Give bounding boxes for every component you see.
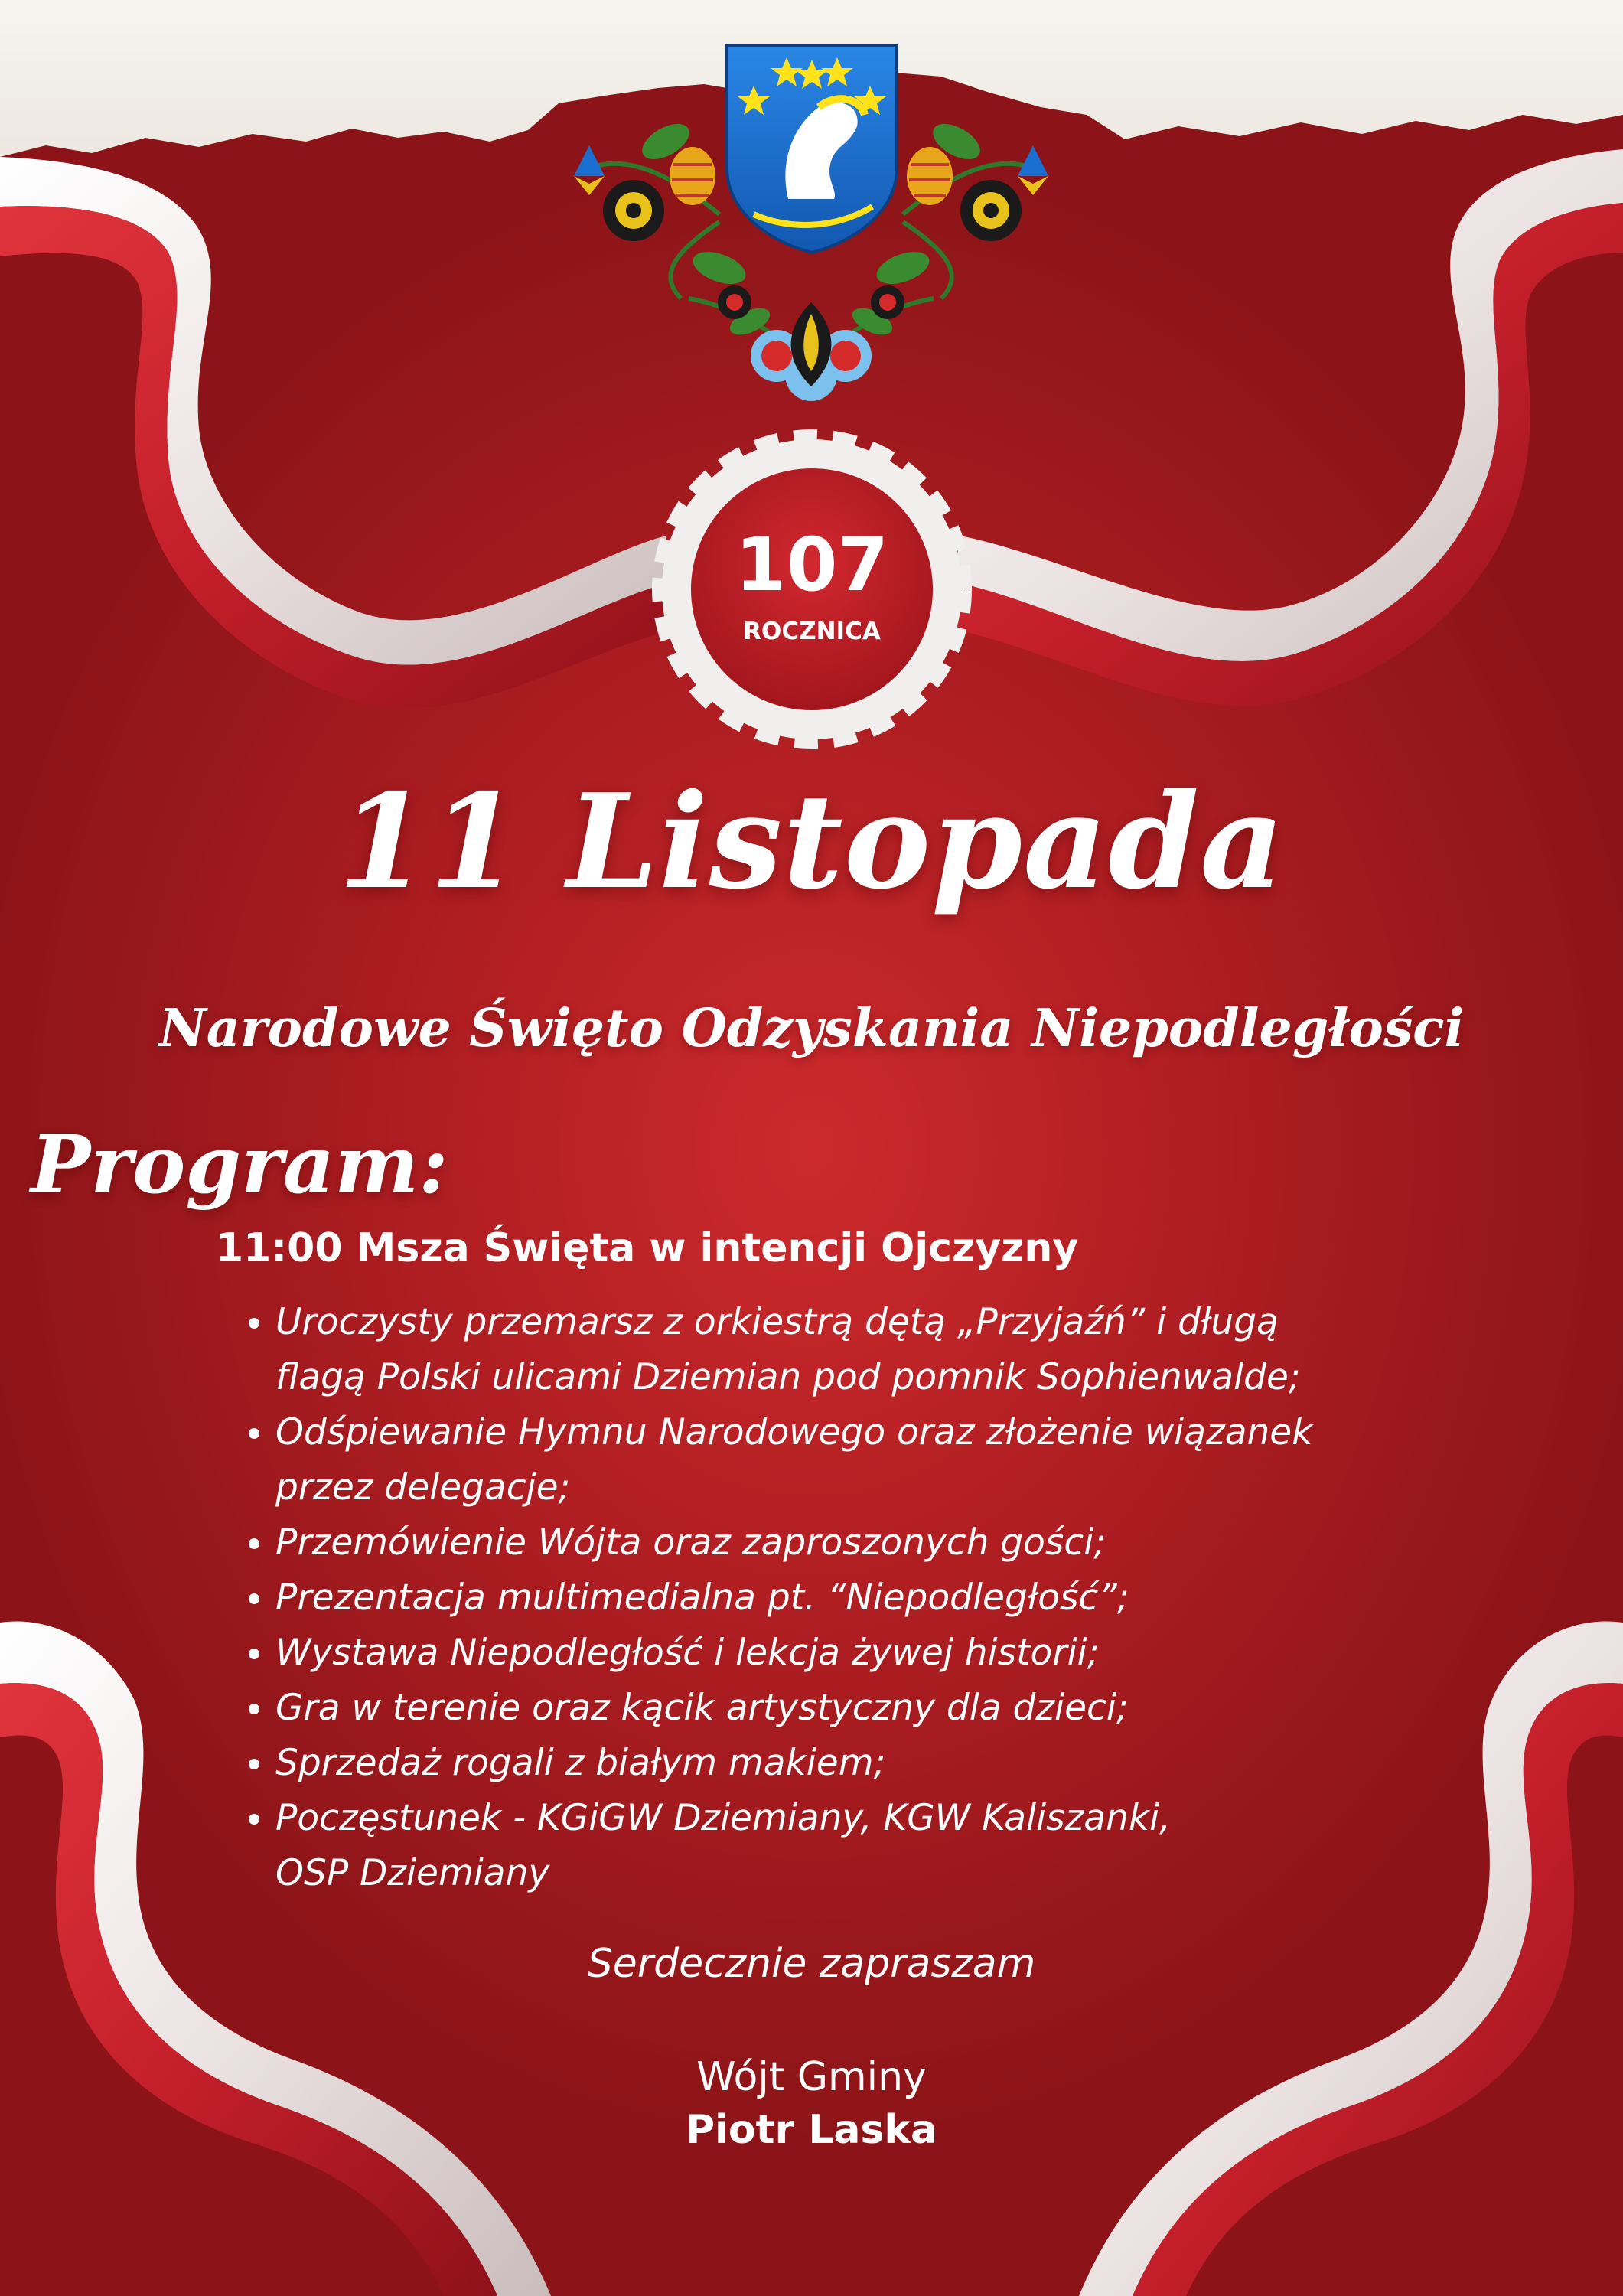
program-item	[275, 1626, 1569, 1681]
ribbon-top-left	[0, 157, 681, 709]
program-item-line: Gra w terenie oraz kącik artystyczny dla dzieci;	[275, 1687, 1129, 1729]
program-item-line: Przemówienie Wójta oraz zaproszonych gości;	[275, 1521, 1106, 1564]
program-item-line: OSP Dziemiany	[275, 1852, 550, 1894]
program-item	[275, 1405, 1569, 1515]
program-item-line: Uroczysty przemarsz z orkiestrą dętą „Przyjaźń” i długą	[275, 1301, 1279, 1343]
program-item	[275, 1570, 1569, 1626]
program-item	[275, 1295, 1569, 1405]
signature-name: Piotr Laska	[685, 2107, 938, 2153]
ribbon-top-right	[945, 149, 1623, 706]
program-item-line: Wystawa Niepodległość i lekcja żywej historii;	[275, 1632, 1100, 1674]
program-item	[275, 1681, 1569, 1736]
program-list	[237, 1295, 1569, 1901]
poster-title: 11 Listopada	[337, 765, 1286, 918]
program-mass-time: 11:00 Msza Święta w intencji Ojczyzny	[216, 1225, 1079, 1271]
program-item-line: Odśpiewanie Hymnu Narodowego oraz złożenie wiązanek	[275, 1411, 1313, 1453]
program-item-line: flagą Polski ulicami Dziemian pod pomnik Sophienwalde;	[275, 1356, 1301, 1398]
horse-head-coat-of-arms-icon	[727, 46, 897, 253]
program-item-line: Prezentacja multimedialna pt. “Niepodległość”;	[275, 1577, 1129, 1619]
program-heading: Program:	[31, 1117, 448, 1212]
anniversary-number: 107	[735, 522, 889, 608]
anniversary-label: ROCZNICA	[743, 618, 881, 645]
poster-subtitle: Narodowe Święto Odzyskania Niepodległości	[158, 998, 1465, 1059]
signature-role: Wójt Gminy	[696, 2054, 927, 2100]
program-item-line: przez delegacje;	[275, 1466, 571, 1508]
program-item	[275, 1736, 1569, 1791]
program-item-line: Sprzedaż rogali z białym makiem;	[275, 1742, 886, 1784]
invitation-text: Serdecznie zapraszam	[587, 1941, 1036, 1987]
program-item	[275, 1515, 1569, 1570]
program-item-line: Poczęstunek - KGiGW Dziemiany, KGW Kaliszanki,	[275, 1797, 1172, 1839]
program-item	[275, 1791, 1569, 1901]
